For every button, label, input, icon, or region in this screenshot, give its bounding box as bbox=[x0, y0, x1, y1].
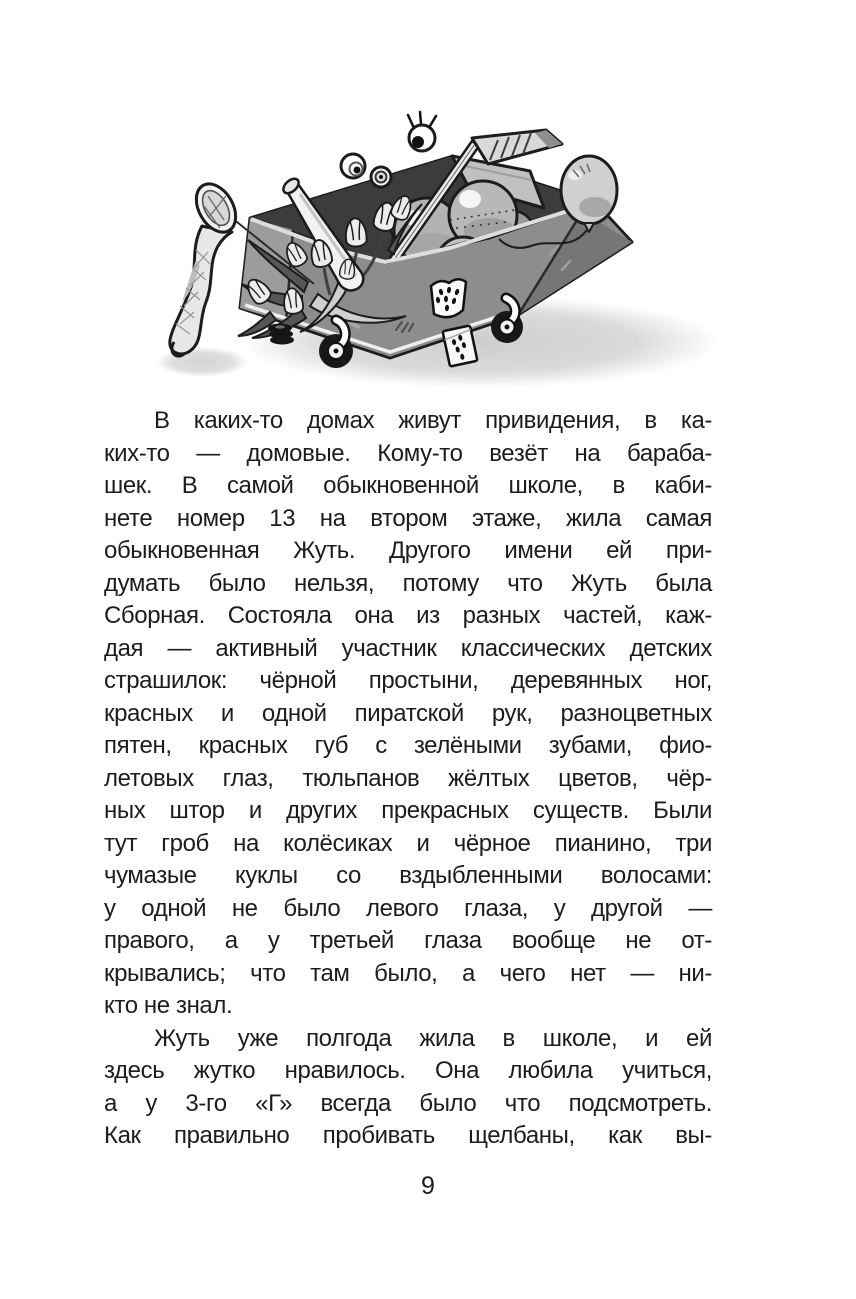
text-line: страшилок: чёрной простыни, деревянных ног, bbox=[104, 667, 712, 694]
eyeball-icon bbox=[341, 154, 365, 178]
text-line: ных штор и других прекрасных существ. Были bbox=[104, 797, 712, 824]
page-number: 9 bbox=[421, 1172, 435, 1200]
spiral-eye-icon bbox=[371, 167, 391, 187]
falling-card bbox=[443, 325, 478, 366]
seed-badge bbox=[431, 279, 466, 317]
text-line: дая — активный участник классических детских bbox=[104, 634, 712, 662]
text-line: тут гроб на колёсиках и чёрное пианино, три bbox=[104, 829, 712, 857]
text-line: думать было нельзя, потому что Жуть была bbox=[104, 569, 712, 597]
text-line: чумазые куклы со вздыбленными волосами: bbox=[104, 862, 712, 889]
lash-eye-icon bbox=[408, 112, 436, 151]
text-line: Жуть уже полгода жила в школе, и ей bbox=[154, 1024, 712, 1052]
text-line: кто не знал. bbox=[104, 992, 233, 1019]
text-line: красных и одной пиратской рук, разноцветных bbox=[104, 699, 712, 727]
text-line: здесь жутко нравилось. Она любила учиться, bbox=[104, 1057, 712, 1084]
coffin-illustration bbox=[150, 80, 720, 400]
text-line: шек. В самой обыкновенной школе, в каби- bbox=[104, 472, 712, 499]
bellows-wheel bbox=[268, 324, 294, 345]
text-line: у одной не было левого глаза, у другой — bbox=[104, 894, 712, 922]
text-line: Как правильно пробивать щелбаны, как вы- bbox=[104, 1122, 712, 1149]
text-line: В каких-то домах живут привидения, в ка- bbox=[154, 407, 712, 434]
text-line: ких-то — домовые. Кому-то везёт на бараба- bbox=[104, 439, 712, 467]
text-line: Сборная. Состояла она из разных частей, каж- bbox=[104, 602, 712, 629]
text-line: а у 3-го «Г» всегда было что подсмотреть. bbox=[104, 1089, 712, 1117]
text-line: крывались; что там было, а чего нет — ни- bbox=[104, 959, 712, 987]
story-text bbox=[104, 405, 712, 1153]
text-line: пятен, красных губ с зелёными зубами, фио- bbox=[104, 732, 712, 759]
text-line: правого, а у третьей глаза вообще не от- bbox=[104, 927, 712, 954]
text-line: обыкновенная Жуть. Другого имени ей при- bbox=[104, 537, 712, 564]
text-line: летовых глаз, тюльпанов жёлтых цветов, чёр- bbox=[104, 764, 712, 792]
text-line: нете номер 13 на втором этаже, жила самая bbox=[104, 504, 712, 532]
